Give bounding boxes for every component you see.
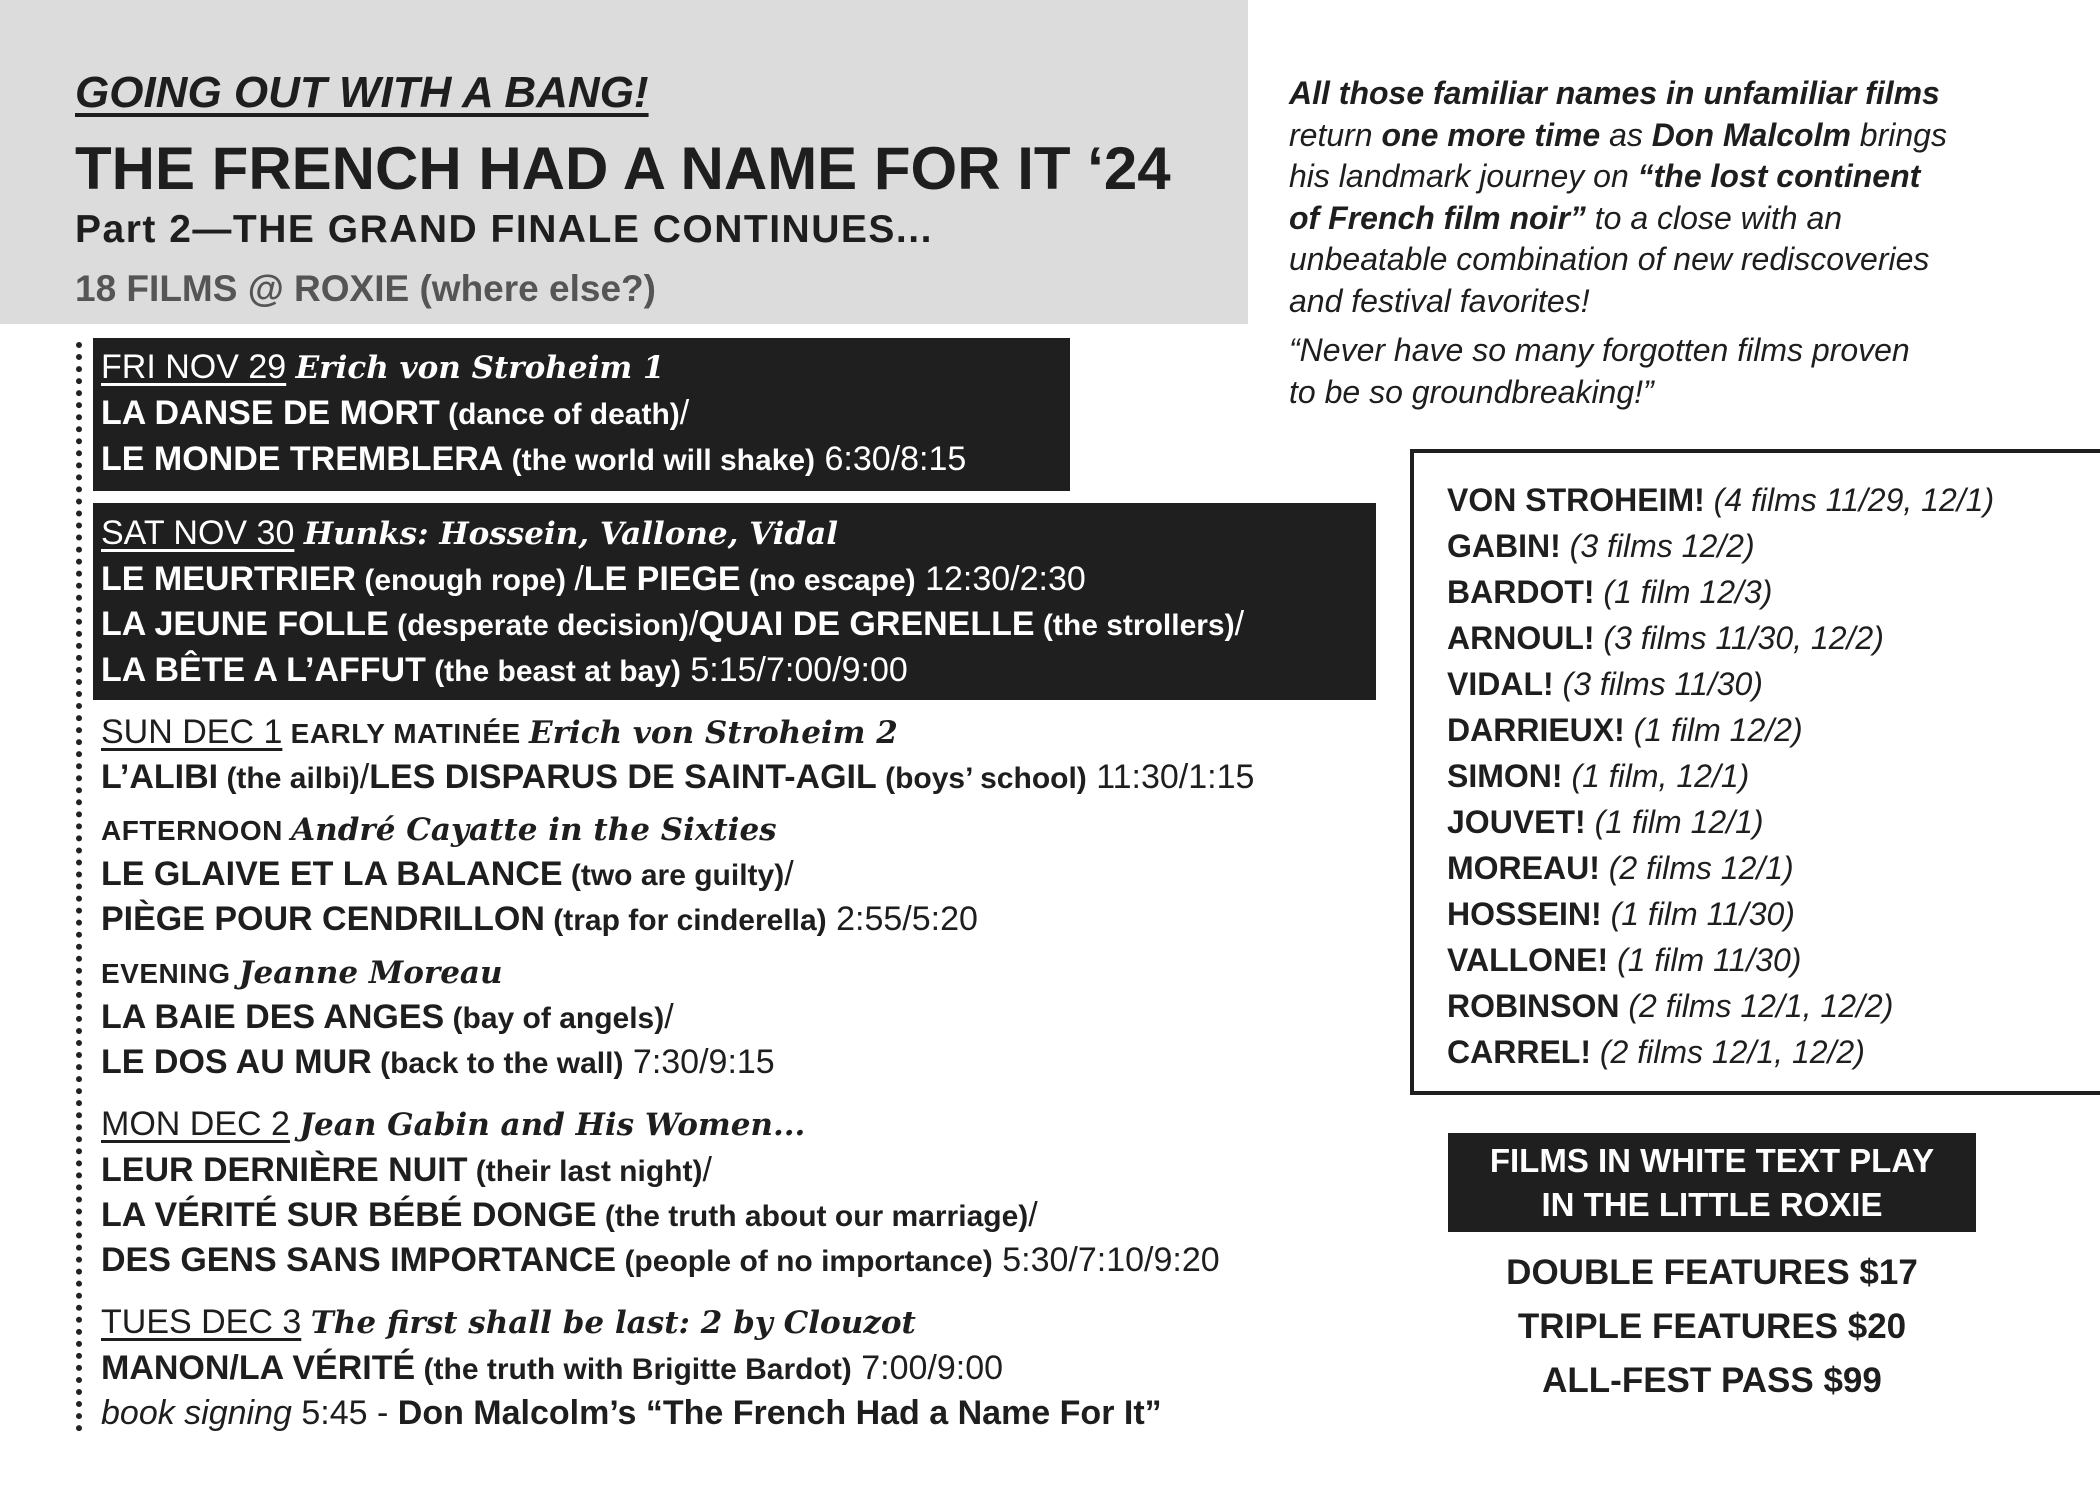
note-line: IN THE LITTLE ROXIE [1541, 1185, 1883, 1223]
little-roxie-note [1448, 1133, 1976, 1232]
dotted-divider [76, 342, 82, 1432]
count-aside: (where else?) [409, 268, 656, 309]
mon-theme: Jean Gabin and His Women... [299, 1107, 806, 1143]
mon-date: MON DEC 2 [101, 1105, 290, 1143]
star-item: MOREAU! (2 films 12/1) [1447, 850, 1794, 886]
sun-theme-3: Jeanne Moreau [238, 955, 503, 991]
mon-films-1: LEUR DERNIÈRE NUIT (their last night)/ [101, 1151, 712, 1189]
sat-date: SAT NOV 30 [101, 514, 295, 552]
blurb-line: return one more time as Don Malcolm brings [1289, 116, 1947, 153]
fri-heading [101, 345, 665, 391]
fri-theme: Erich von Stroheim 1 [295, 350, 665, 386]
sat-films-2: LA JEUNE FOLLE (desperate decision)/QUAI DE GRENELLE (the strollers)/ [101, 605, 1245, 643]
star-item: ROBINSON (2 films 12/1, 12/2) [1447, 988, 1894, 1024]
price-triple: TRIPLE FEATURES $20 [1517, 1307, 1907, 1346]
sun-theme-2: André Cayatte in the Sixties [291, 812, 777, 848]
star-item: VALLONE! (1 film 11/30) [1447, 942, 1802, 978]
mon-heading [101, 1102, 805, 1148]
count-main: 18 FILMS @ ROXIE [75, 268, 410, 309]
star-item: HOSSEIN! (1 film 11/30) [1447, 896, 1795, 932]
tue-heading [101, 1300, 916, 1346]
fri-showtimes: 6:30/8:15 [815, 440, 967, 478]
blurb-line: All those familiar names in unfamiliar films [1289, 75, 1940, 111]
stars-box [1410, 449, 2100, 1095]
star-item: SIMON! (1 film, 12/1) [1447, 758, 1750, 794]
intro-blurb [1289, 73, 2069, 322]
sun-evening-heading: EVENING Jeanne Moreau [101, 955, 503, 991]
sat-heading [101, 511, 838, 557]
sun-theme-1: Erich von Stroheim 2 [528, 715, 898, 751]
mon-films-2: LA VÉRITÉ SUR BÉBÉ DONGE (the truth about our marriage)/ [101, 1196, 1038, 1234]
pull-quote [1289, 330, 2069, 413]
star-item: VON STROHEIM! (4 films 11/29, 12/1) [1447, 482, 1995, 518]
star-item: DARRIEUX! (1 film 12/2) [1447, 712, 1803, 748]
page-subtitle: Part 2—THE GRAND FINALE CONTINUES... [75, 208, 933, 251]
sun-films-1: L’ALIBI (the ailbi)/LES DISPARUS DE SAINT-AGIL (boys’ school) 11:30/1:15 [101, 758, 1255, 796]
tue-films-1: MANON/LA VÉRITÉ (the truth with Brigitte Bardot) 7:00/9:00 [101, 1349, 1004, 1387]
film-count [75, 268, 656, 310]
fri-date: FRI NOV 29 [101, 348, 287, 386]
tue-date: TUES DEC 3 [101, 1303, 302, 1341]
price-double: DOUBLE FEATURES $17 [1506, 1253, 1918, 1292]
sun-films-2: LE GLAIVE ET LA BALANCE (two are guilty)/ [101, 855, 794, 893]
sun-films-5: LE DOS AU MUR (back to the wall) 7:30/9:15 [101, 1043, 775, 1081]
blurb-line: of French film noir” to a close with an [1289, 199, 1843, 236]
quote-line: “Never have so many forgotten films proven [1289, 332, 1910, 368]
sun-films-4: LA BAIE DES ANGES (bay of angels)/ [101, 998, 674, 1036]
star-item: CARREL! (2 films 12/1, 12/2) [1447, 1034, 1865, 1070]
book-signing: book signing 5:45 - Don Malcolm’s “The French Had a Name For It” [101, 1394, 1162, 1432]
star-item: GABIN! (3 films 12/2) [1447, 528, 1755, 564]
sat-films-3: LA BÊTE A L’AFFUT (the beast at bay) 5:15/7:00/9:00 [101, 651, 908, 689]
note-line: FILMS IN WHITE TEXT PLAY [1489, 1141, 1935, 1179]
sun-heading: SUN DEC 1 EARLY MATINÉE Erich von Stroheim 2 [101, 713, 898, 751]
star-item: ARNOUL! (3 films 11/30, 12/2) [1447, 620, 1884, 656]
sat-films-1: LE MEURTRIER (enough rope) /LE PIEGE (no escape) 12:30/2:30 [101, 560, 1086, 598]
mon-films-3: DES GENS SANS IMPORTANCE (people of no importance) 5:30/7:10/9:20 [101, 1241, 1220, 1279]
blurb-line: his landmark journey on “the lost continent [1289, 158, 1921, 194]
quote-line: to be so groundbreaking!” [1289, 373, 1654, 410]
sat-theme: Hunks: Hossein, Vallone, Vidal [303, 516, 839, 552]
star-item: BARDOT! (1 film 12/3) [1447, 574, 1773, 610]
fri-films-2: LE MONDE TREMBLERA (the world will shake) 6:30/8:15 [101, 440, 967, 478]
blurb-line: unbeatable combination of new rediscoveries [1289, 241, 1930, 277]
sun-date: SUN DEC 1 [101, 713, 283, 751]
fri-films-1: LA DANSE DE MORT (dance of death)/ [101, 394, 690, 432]
price-pass: ALL-FEST PASS $99 [1542, 1361, 1882, 1400]
sun-afternoon-heading: AFTERNOON André Cayatte in the Sixties [101, 812, 777, 848]
tue-theme: The first shall be last: 2 by Clouzot [310, 1305, 916, 1341]
kicker-heading: GOING OUT WITH A BANG! [75, 68, 649, 117]
sun-films-3: PIÈGE POUR CENDRILLON (trap for cinderella) 2:55/5:20 [101, 900, 978, 938]
star-item: JOUVET! (1 film 12/1) [1447, 804, 1764, 840]
page-title: THE FRENCH HAD A NAME FOR IT ‘24 [75, 135, 1171, 202]
blurb-line: and festival favorites! [1289, 282, 1590, 319]
star-item: VIDAL! (3 films 11/30) [1447, 666, 1763, 702]
